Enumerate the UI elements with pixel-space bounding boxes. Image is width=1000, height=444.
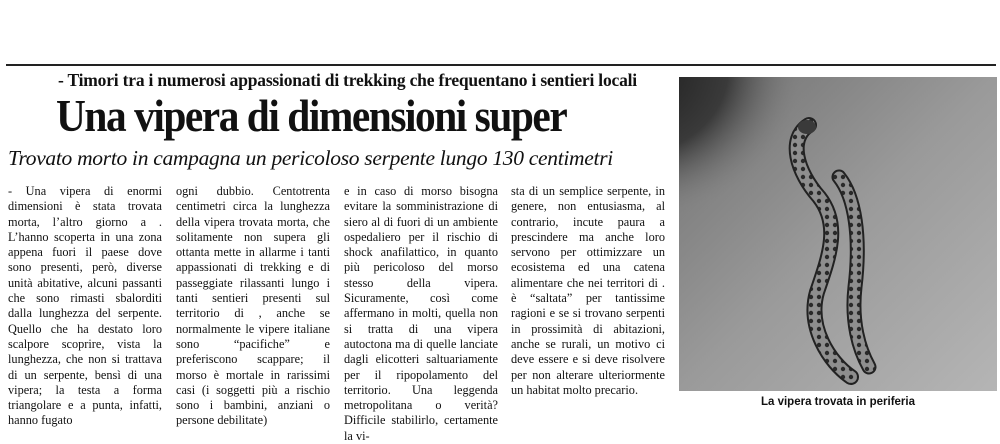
photo-caption: La vipera trovata in periferia — [760, 396, 916, 408]
article-kicker: - Timori tra i numerosi appassionati di trekking che frequentano i sentieri locali — [58, 70, 637, 90]
column-text: ogni dubbio. Centotrenta centimetri circa la lunghezza della vipera trovata morta, che solitamente non supera gli ottanta mette in allarme i tanti appassionati di trekking e di passeggiate rilassanti lungo i tanti sentieri presenti sul territorio di , anche se normalmente le vipere italiane sono “pacifiche” e preferiscono scappare; il morso è mortale in rarissimi casi (i soggetti più a rischio sono i bambini, anziani o persone debilitate) — [176, 184, 330, 428]
article-body — [8, 184, 673, 443]
column-text: sta di un semplice serpente, in genere, non entusiasma, al contrario, incute paura a prescindere ma anche loro servono per ottimizzare un ecosistema ed una catena alimentare che nei territori di . è “saltata” per tantissime ragioni e se si trovano serpenti in prossimità di abitazioni, anche se rurali, un motivo ci deve essere e si deve risolvere per non alterare ulteriormente un habitat molto precario. — [511, 184, 665, 397]
column-text: e in caso di morso bisogna evitare la somministrazione di siero al di fuori di un ambiente ospedaliero per il rischio di shock anafilattico, in quanto più pericoloso del morso stesso della vipera. Sicuramente, così come affermano in molti, quella non si tratta di una vipera autoctona ma di quelle lanciate dagli elicotteri saltuariamente per il ripopolamento del territorio. Una leggenda metropolitana o verità? Difficile stabilirlo, certamente la vi- — [344, 184, 498, 443]
article-column-4 — [511, 184, 665, 398]
viper-photo-illustration — [679, 77, 997, 391]
article-column-3 — [344, 184, 498, 444]
article-column-2 — [176, 184, 330, 429]
viper-head — [798, 120, 816, 134]
top-rule — [6, 64, 996, 66]
article-subhead: Trovato morto in campagna un pericoloso serpente lungo 130 centimetri — [8, 146, 613, 170]
article-column-1 — [8, 184, 162, 429]
article-headline: Una vipera di dimensioni super — [56, 91, 567, 141]
column-text: - Una vipera di enormi dimensioni è stata trovata morta, l’altro giorno a . L’hanno scoperta in una zona appena fuori il paese dove sono presenti, però, diverse unità abitative, alcuni passanti che sono rimasti sbalorditi dalla lunghezza del serpente. Quello che ha destato loro scalpore scoprire, vista la lunghezza, che non si trattava di un serpente, bensì di una vipera; la testa a forma triangolare e a punta, infatti, hanno fugato — [8, 184, 162, 428]
viper-photo — [679, 77, 997, 391]
